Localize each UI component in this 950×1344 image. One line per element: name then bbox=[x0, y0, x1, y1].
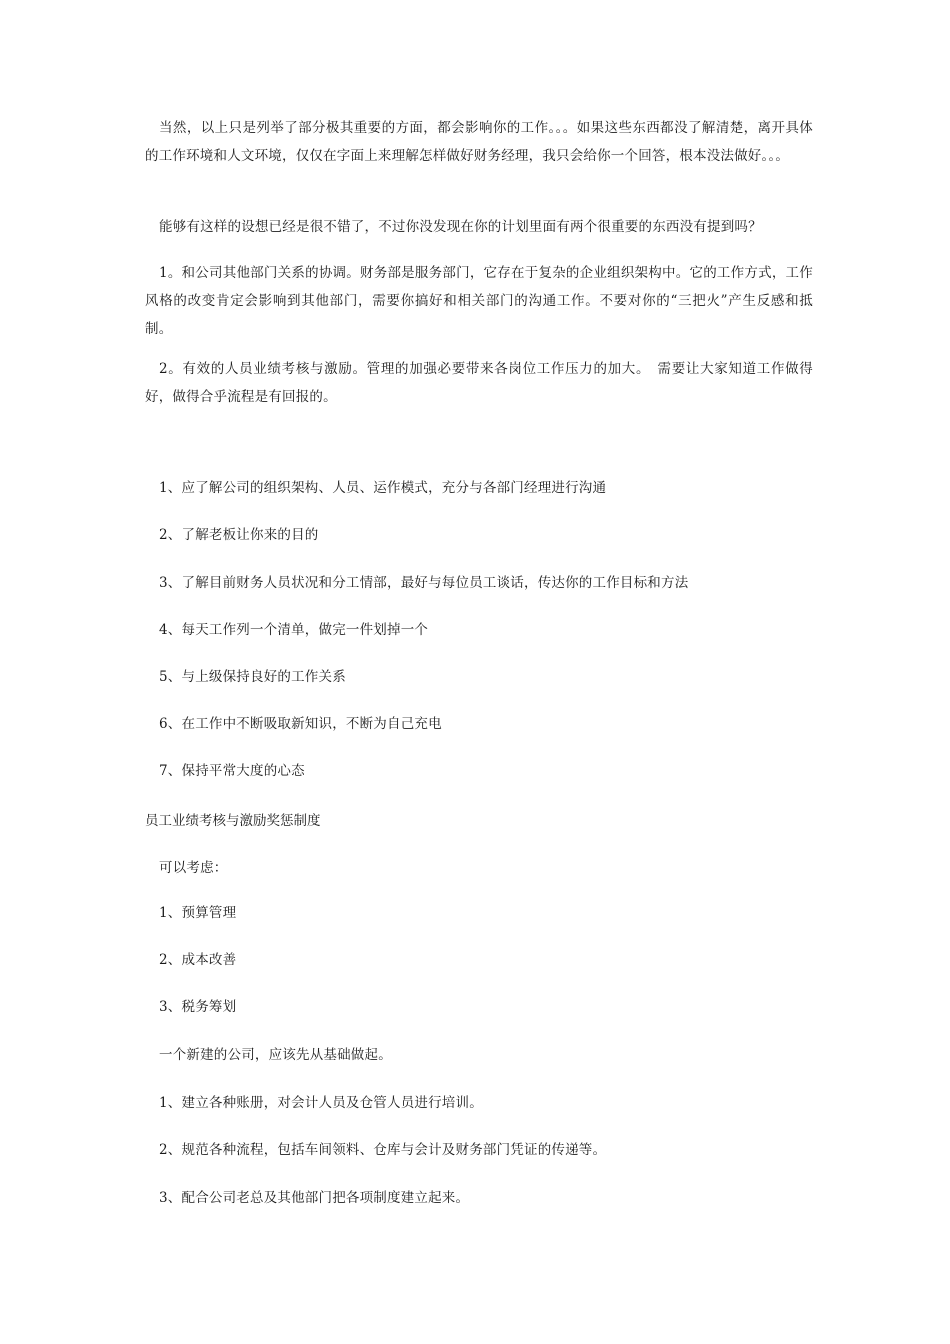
list-item: 1、预算管理 bbox=[159, 905, 237, 921]
list-item: 1、应了解公司的组织架构、人员、运作模式，充分与各部门经理进行沟通 bbox=[159, 480, 607, 496]
paragraph-intro-1: 当然，以上只是列举了部分极其重要的方面，都会影响你的工作。。。如果这些东西都没了解清楚，离开具体的工作环境和人文环境，仅仅在字面上来理解怎样做好财务经理，我只会给你一个回答，根本没法做好。。。 bbox=[145, 120, 813, 164]
list-item: 3、税务筹划 bbox=[159, 999, 237, 1015]
paragraph-intro-2: 能够有这样的设想已经是很不错了，不过你没发现在你的计划里面有两个很重要的东西没有提到吗？ bbox=[159, 219, 762, 235]
list-item: 4、每天工作列一个清单，做完一件划掉一个 bbox=[159, 622, 429, 638]
list-item: 5、与上级保持良好的工作关系 bbox=[159, 669, 346, 685]
list-item: 2、规范各种流程，包括车间领料、仓库与会计及财务部门凭证的传递等。 bbox=[159, 1142, 607, 1158]
consider-label: 可以考虑： bbox=[159, 860, 228, 876]
list-item: 2、成本改善 bbox=[159, 952, 237, 968]
list-item: 1、建立各种账册，对会计人员及仓管人员进行培训。 bbox=[159, 1095, 483, 1111]
list-item: 3、了解目前财务人员状况和分工情部，最好与每位员工谈话，传达你的工作目标和方法 bbox=[159, 575, 689, 591]
list-item: 7、保持平常大度的心态 bbox=[159, 763, 305, 779]
paragraph-point-1: 1。和公司其他部门关系的协调。财务部是服务部门，它存在于复杂的企业组织架构中。它的工作方式，工作风格的改变肯定会影响到其他部门，需要你搞好和相关部门的沟通工作。不要对你的“三把火”产生反感和抵制。 bbox=[145, 265, 813, 337]
section-heading: 员工业绩考核与激励奖惩制度 bbox=[145, 813, 321, 829]
paragraph-point-2: 2。有效的人员业绩考核与激励。管理的加强必要带来各岗位工作压力的加大。 需要让大家知道工作做得好，做得合乎流程是有回报的。 bbox=[145, 361, 813, 405]
list-item: 3、配合公司老总及其他部门把各项制度建立起来。 bbox=[159, 1190, 470, 1206]
new-company-intro: 一个新建的公司，应该先从基础做起。 bbox=[159, 1047, 392, 1063]
list-item: 6、在工作中不断吸取新知识，不断为自己充电 bbox=[159, 716, 442, 732]
list-item: 2、了解老板让你来的目的 bbox=[159, 527, 319, 543]
